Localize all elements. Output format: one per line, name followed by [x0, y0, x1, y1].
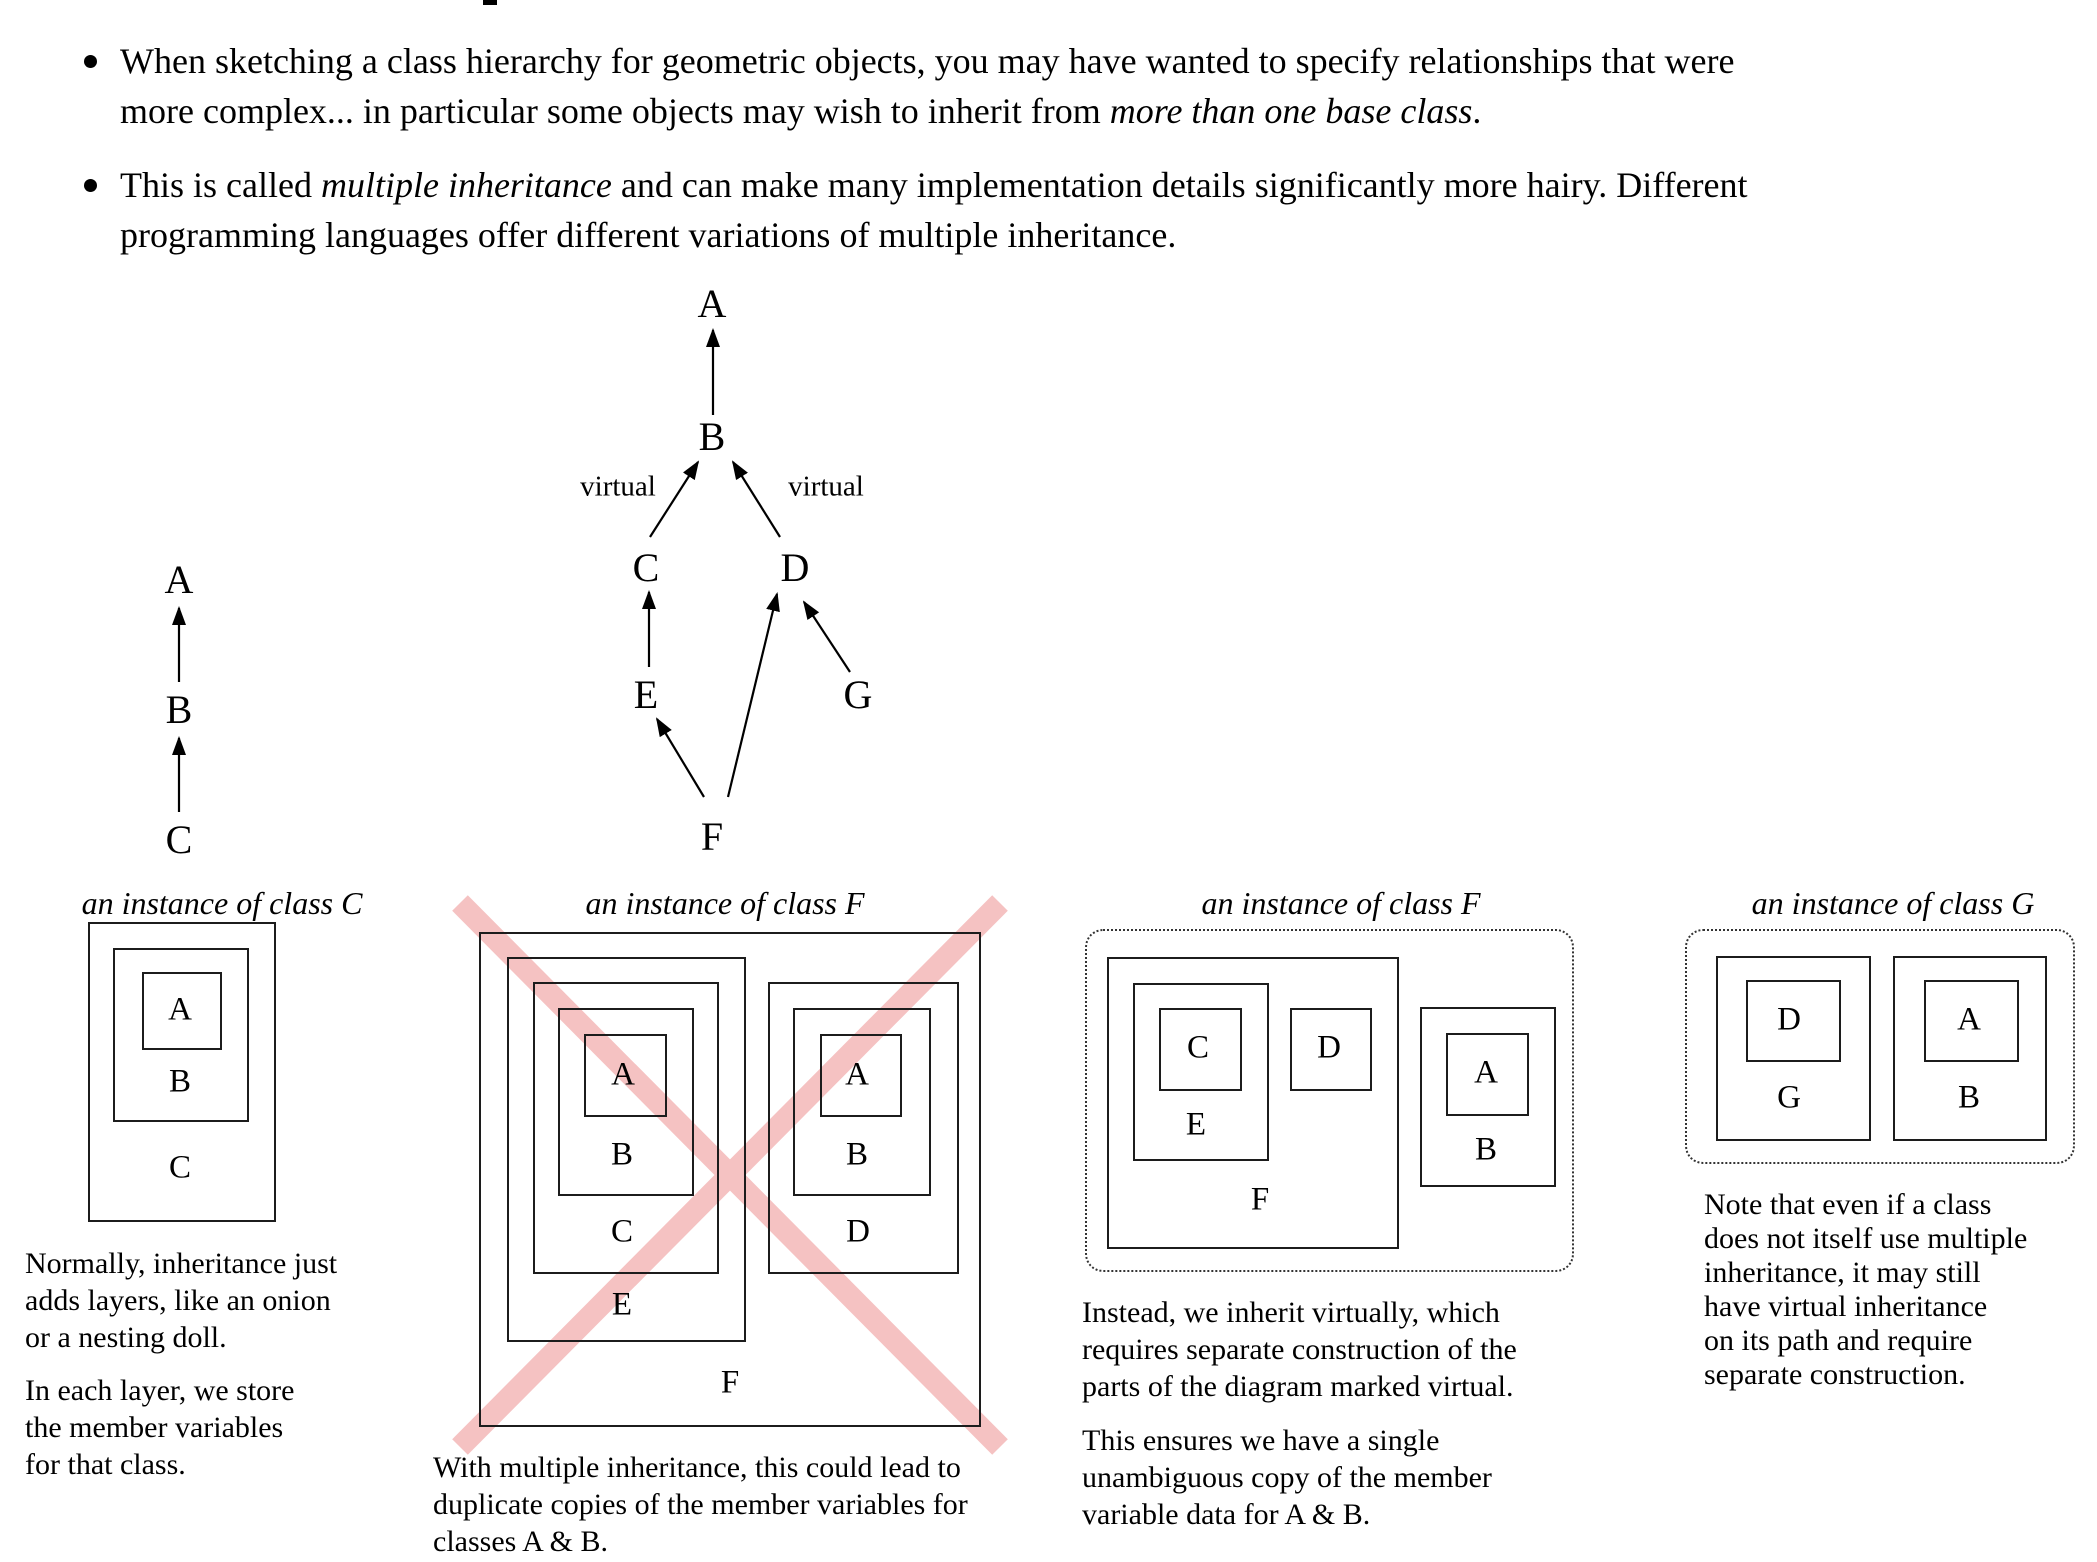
caption-text-1 — [25, 1245, 337, 1483]
inheritance-arrow-mid-G-to-mid-D — [804, 602, 850, 672]
caption-line: Normally, inheritance just — [25, 1247, 338, 1280]
class-box-label-B: B — [845, 1136, 869, 1173]
class-box-label-E: E — [611, 1286, 633, 1323]
class-box-label-A: A — [1474, 1054, 1498, 1091]
caption-line: does not itself use multiple — [1704, 1222, 2028, 1255]
hierarchy-node-mid-E: E — [633, 672, 659, 717]
instance-c-title: an instance of class C — [81, 885, 363, 921]
virtual-inheritance-label-1: virtual — [580, 470, 656, 503]
caption-paragraph — [433, 1449, 968, 1560]
caption-line: duplicate copies of the member variables for — [433, 1488, 968, 1521]
caption-text-3 — [1082, 1294, 1517, 1533]
caption-line: have virtual inheritance — [1704, 1290, 1988, 1323]
inheritance-arrow-mid-D-to-mid-B — [733, 462, 780, 537]
bullet-marker — [84, 55, 97, 68]
caption-line: for that class. — [25, 1448, 186, 1481]
caption-line: adds layers, like an onion — [25, 1284, 331, 1317]
caption-line: the member variables — [25, 1411, 284, 1444]
inheritance-arrow-mid-F-to-mid-D — [728, 594, 777, 797]
bullet-line: When sketching a class hierarchy for geometric objects, you may have wanted to specify relationships that were — [120, 41, 1735, 81]
class-box-label-G: G — [1777, 1079, 1801, 1116]
caption-line: Instead, we inherit virtually, which — [1082, 1296, 1500, 1329]
class-box-label-F: F — [720, 1364, 740, 1401]
caption-line: or a nesting doll. — [25, 1321, 227, 1354]
inheritance-arrow-mid-C-to-mid-B — [650, 462, 698, 537]
hierarchy-node-mid-A: A — [697, 281, 727, 326]
caption-line: requires separate construction of the — [1082, 1333, 1517, 1366]
instance-f-virtual-title: an instance of class F — [1201, 885, 1481, 921]
class-box-label-F: F — [1250, 1181, 1270, 1218]
caption-line: variable data for A & B. — [1082, 1498, 1371, 1531]
class-box-label-A: A — [168, 991, 192, 1028]
bullet-marker — [84, 179, 97, 192]
class-box-label-D: D — [846, 1213, 870, 1250]
class-box-label-C: C — [168, 1149, 192, 1186]
caption-line: Note that even if a class — [1704, 1188, 1992, 1221]
bullet-text-1 — [120, 36, 1734, 136]
hierarchy-node-left-C: C — [165, 817, 193, 862]
instance-g-title: an instance of class G — [1751, 885, 2035, 921]
class-box-label-B: B — [1957, 1079, 1981, 1116]
bullet-line: more complex... in particular some objects may wish to inherit from more than one base class. — [120, 91, 1482, 131]
caption-paragraph — [25, 1372, 337, 1483]
class-box-label-A: A — [845, 1056, 869, 1093]
hierarchy-node-mid-G: G — [843, 672, 873, 717]
hierarchy-node-mid-C: C — [632, 545, 660, 590]
bullet-line: programming languages offer different variations of multiple inheritance. — [120, 215, 1177, 255]
class-box-label-B: B — [168, 1063, 192, 1100]
caption-line: inheritance, it may still — [1704, 1256, 1981, 1289]
bullet-line: This is called multiple inheritance and can make many implementation details significantly more hairy. Different — [120, 165, 1748, 205]
class-box-label-B: B — [610, 1136, 634, 1173]
class-box-label-A: A — [1957, 1001, 1981, 1038]
hierarchy-node-mid-D: D — [780, 545, 810, 590]
class-box-label-C: C — [1186, 1029, 1210, 1066]
caption-paragraph — [1704, 1188, 2027, 1392]
caption-line: on its path and require — [1704, 1324, 1973, 1357]
caption-paragraph — [1082, 1294, 1517, 1405]
caption-paragraph — [1082, 1422, 1517, 1533]
hierarchy-node-mid-B: B — [698, 414, 726, 459]
bullet-text-2 — [120, 160, 1748, 260]
caption-line: separate construction. — [1704, 1358, 1966, 1391]
hierarchy-node-left-A: A — [164, 557, 194, 602]
caption-line: In each layer, we store — [25, 1374, 295, 1407]
class-box-label-A: A — [611, 1056, 635, 1093]
caption-line: With multiple inheritance, this could lead to — [433, 1451, 961, 1484]
caption-text-4 — [1704, 1188, 2027, 1392]
class-box-label-E: E — [1185, 1106, 1207, 1143]
caption-paragraph — [25, 1245, 337, 1356]
class-box-label-D: D — [1317, 1029, 1341, 1066]
hierarchy-node-mid-F: F — [700, 814, 724, 859]
caption-line: unambiguous copy of the member — [1082, 1461, 1492, 1494]
class-box-label-D: D — [1777, 1001, 1801, 1038]
caption-line: classes A & B. — [433, 1525, 609, 1558]
hierarchy-node-left-B: B — [165, 687, 193, 732]
class-box-label-C: C — [610, 1213, 634, 1250]
class-box-label-B: B — [1474, 1131, 1498, 1168]
caption-line: parts of the diagram marked virtual. — [1082, 1370, 1514, 1403]
inheritance-arrow-mid-F-to-mid-E — [657, 719, 704, 797]
virtual-inheritance-label-2: virtual — [788, 470, 864, 503]
caption-text-2 — [433, 1449, 968, 1560]
instance-f-duplicated-title: an instance of class F — [585, 885, 865, 921]
caption-line: This ensures we have a single — [1082, 1424, 1440, 1457]
